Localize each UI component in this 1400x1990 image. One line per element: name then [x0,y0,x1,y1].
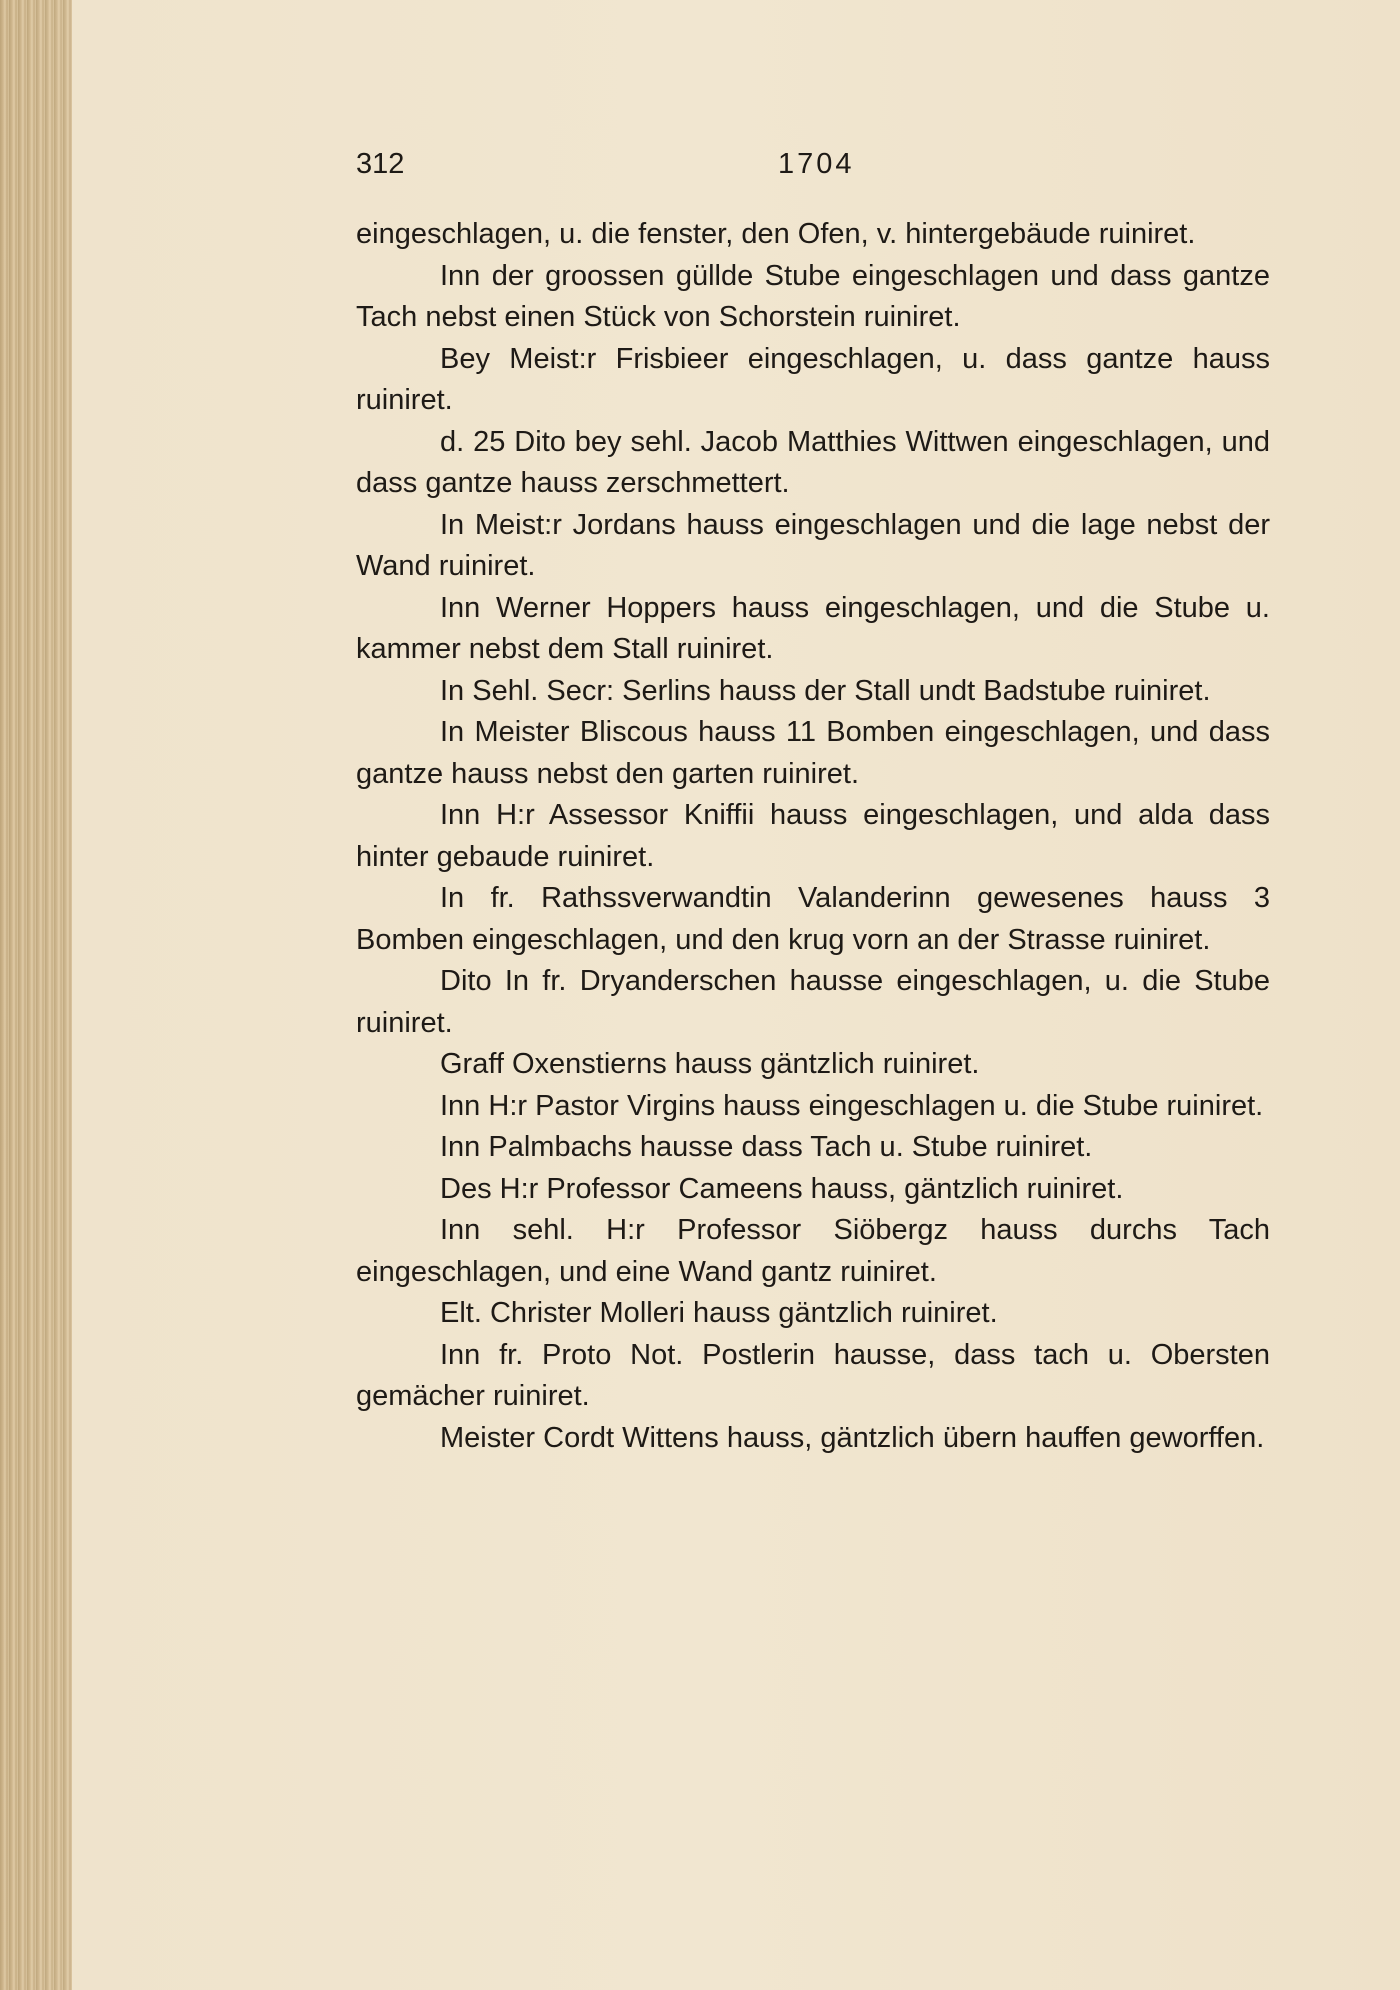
paragraph: Meister Cordt Wittens hauss, gäntzlich übern hauffen geworffen. [440,1421,1265,1454]
paragraph: Des H:r Professor Cameens hauss, gäntzlich ruiniret. [440,1172,1124,1205]
paragraph: In Meist:r Jordans hauss eingeschlagen und die lage nebst der Wand ruiniret. [356,508,1270,582]
paragraph: Inn fr. Proto Not. Postlerin hausse, dass tach u. Obersten gemächer ruiniret. [356,1338,1270,1412]
paragraph: Inn H:r Assessor Kniffii hauss eingeschlagen, und alda dass hinter gebaude ruiniret. [356,799,1270,873]
paragraph: Elt. Christer Molleri hauss gäntzlich ruiniret. [440,1297,998,1329]
page-number: 312 [356,148,405,180]
page-header [356,148,1276,188]
book-binding-edge [0,0,72,1990]
paragraph: Bey Meist:r Frisbieer eingeschlagen, u. dass gantze hauss ruiniret. [356,342,1270,416]
paragraph: eingeschlagen, u. die fenster, den Ofen, v. hintergebäude ruiniret. [356,218,1196,250]
running-title-year: 1704 [778,148,855,180]
paragraph: Inn sehl. H:r Professor Siöbergz hauss durchs Tach eingeschlagen, und eine Wand gantz ruiniret. [356,1214,1270,1288]
paragraph: In Meister Bliscous hauss 11 Bomben eingeschlagen, und dass gantze hauss nebst den garten ruiniret. [356,716,1270,790]
paragraph: Graff Oxenstierns hauss gäntzlich ruiniret. [440,1048,980,1080]
paragraph: d. 25 Dito bey sehl. Jacob Matthies Wittwen eingeschlagen, und dass gantze hauss zerschmettert. [356,425,1270,499]
body-text [356,214,1270,1459]
paragraph: Inn H:r Pastor Virgins hauss eingeschlagen u. die Stube ruiniret. [440,1089,1264,1122]
paragraph: In Sehl. Secr: Serlins hauss der Stall undt Badstube ruiniret. [440,674,1211,707]
paragraph: Inn Palmbachs hausse dass Tach u. Stube ruiniret. [440,1131,1093,1163]
paragraph: Dito In fr. Dryanderschen hausse eingeschlagen, u. die Stube ruiniret. [356,965,1270,1039]
paragraph: Inn Werner Hoppers hauss eingeschlagen, und die Stube u. kammer nebst dem Stall ruiniret. [356,591,1270,665]
paragraph: In fr. Rathssverwandtin Valanderinn gewesenes hauss 3 Bomben eingeschlagen, und den krug vorn an der Strasse ruiniret. [356,882,1270,956]
paragraph: Inn der groossen güllde Stube eingeschlagen und dass gantze Tach nebst einen Stück von Schorstein ruiniret. [356,259,1270,333]
